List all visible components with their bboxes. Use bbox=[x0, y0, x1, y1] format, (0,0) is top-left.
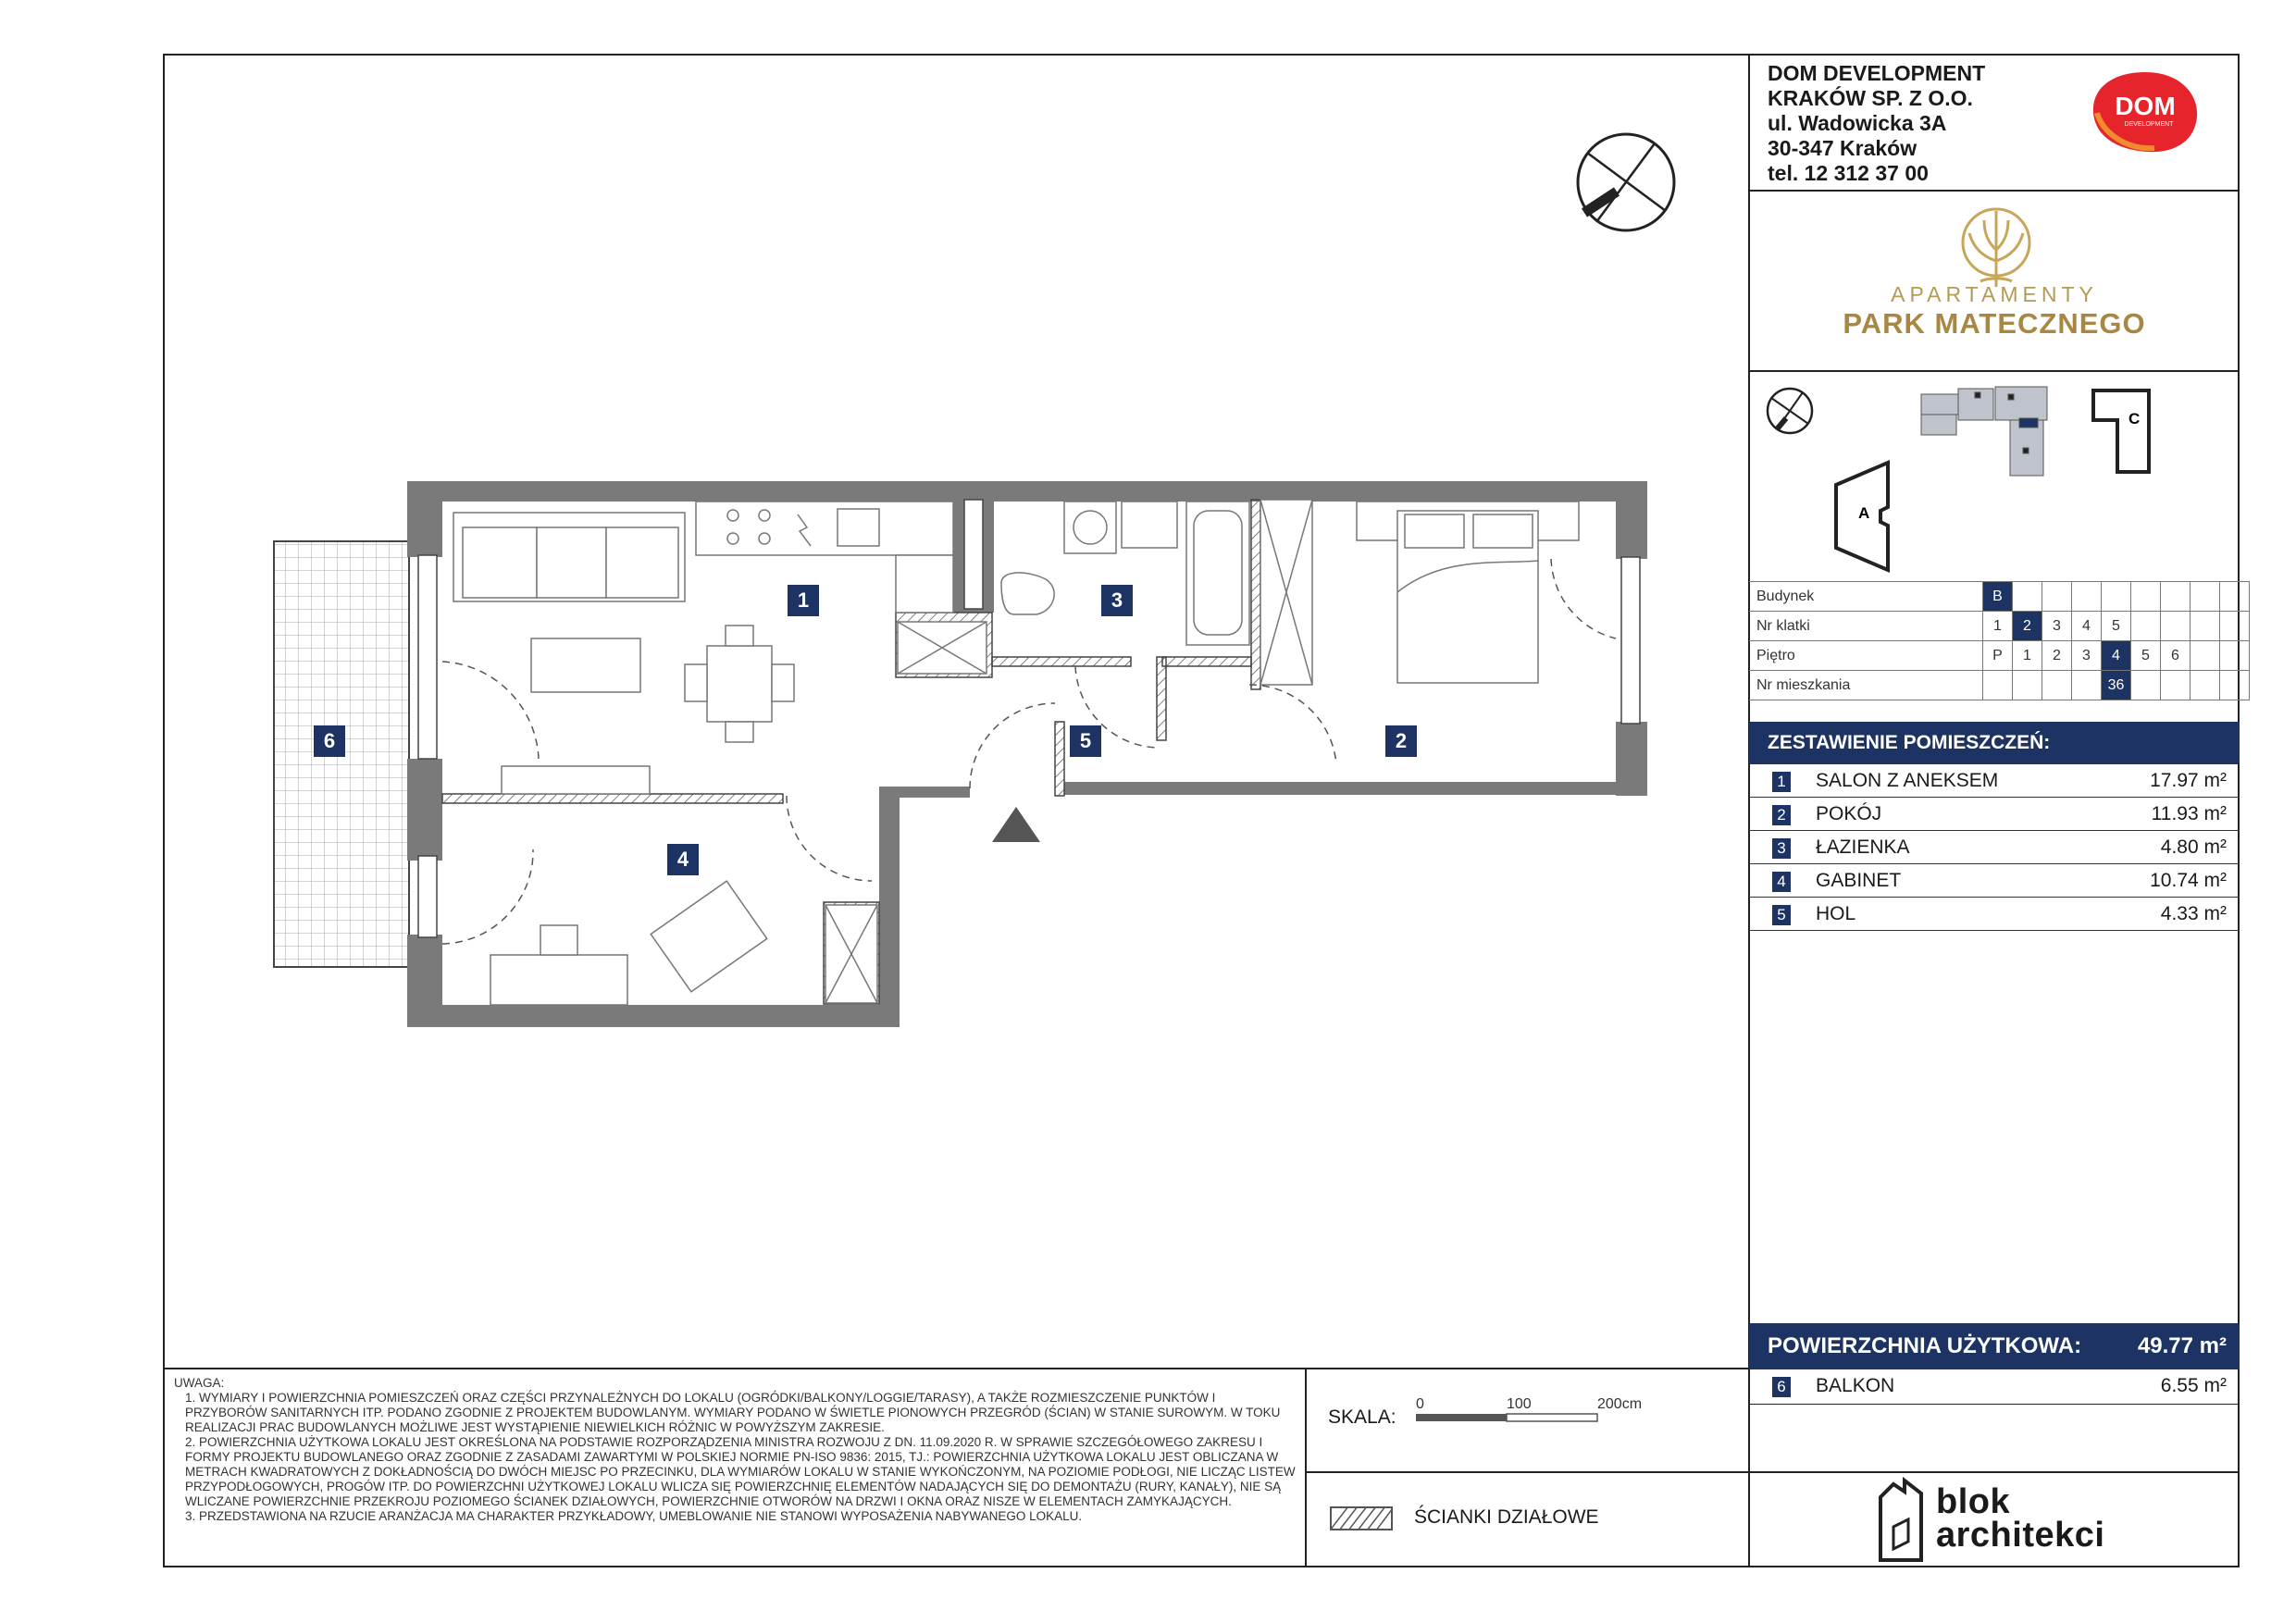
plan-label-5: 5 bbox=[1070, 725, 1101, 757]
row-klatka: Nr klatki 1 2 3 4 5 bbox=[1749, 612, 2250, 641]
project-subtitle: APARTAMENTY bbox=[1891, 282, 2098, 306]
company-city: 30-347 Kraków bbox=[1768, 136, 1917, 160]
scale-bar bbox=[1407, 1394, 1703, 1431]
scale-tick-0: 0 bbox=[1416, 1396, 1424, 1412]
keyplan-compass-icon bbox=[1768, 389, 1812, 433]
row-budynek: Budynek B bbox=[1749, 582, 2250, 612]
keyplan-label-c: C bbox=[2128, 410, 2141, 427]
mieszkanie-label: Nr mieszkania bbox=[1749, 671, 1983, 700]
note-1: 1. WYMIARY I POWIERZCHNIA POMIESZCZEŃ ORAZ CZĘŚCI PRZYNALEŻNYCH DO LOKALU (OGRÓDKI/BALKONY/LOGGIE/TARASY), A TAKŻE ROZMIESZCZENIE PUNKTÓW I PRZYBORÓW SANITARNYCH ITP. PODANO ZGODNIE Z PROJEKTEM BUDOWLANYM. WYMIARY PODANO W ŚWIETLE PIONOWYCH PRZEGRÓD (ŚCIAN) W STANIE SUROWYM. W TOKU REALIZACJI PRAC BUDOWLANYCH MOŻLIWE JEST WYSTĄPIENIE NIEWIELKICH RÓŻNIC W POWYŻSZYM ZAKRESIE. bbox=[185, 1391, 1281, 1434]
pietro-label: Piętro bbox=[1749, 641, 1983, 671]
rooms-header: ZESTAWIENIE POMIESZCZEŃ: bbox=[1749, 722, 2240, 764]
row-mieszkanie bbox=[1749, 671, 2250, 700]
north-arrow-icon bbox=[1578, 134, 1674, 230]
total-area-bar bbox=[1749, 1323, 2240, 1369]
plan-label-6: 6 bbox=[314, 725, 345, 757]
site-thumbnail bbox=[1921, 387, 2047, 476]
room-row: 3 ŁAZIENKA 4.80 m² bbox=[1749, 831, 2240, 864]
plan-label-2: 2 bbox=[1385, 725, 1417, 757]
legend-label: ŚCIANKI DZIAŁOWE bbox=[1414, 1506, 1599, 1528]
company-info bbox=[1768, 61, 1985, 186]
blok-architekci-text: blok architekci bbox=[1936, 1482, 2105, 1555]
plan-label-1: 1 bbox=[788, 585, 819, 616]
dom-logo-subtext: DEVELOPMENT bbox=[2124, 121, 2174, 128]
hatch-legend-icon bbox=[1330, 1506, 1393, 1530]
coffee-table bbox=[531, 638, 640, 692]
note-3: 3. PRZEDSTAWIONA NA RZUCIE ARANŻACJA MA CHARAKTER PRZYKŁADOWY, UMEBLOWANIE NIE STANOWI WYPOSAŻENIA NABYWANEGO LOKALU. bbox=[185, 1509, 1083, 1523]
scale-tick-100: 100 bbox=[1507, 1396, 1532, 1412]
scale-label: SKALA: bbox=[1328, 1406, 1396, 1428]
keyplan bbox=[1749, 370, 2240, 581]
company-phone: tel. 12 312 37 00 bbox=[1768, 161, 1929, 185]
plan-label-3: 3 bbox=[1101, 585, 1133, 616]
budynek-label: Budynek bbox=[1749, 582, 1983, 612]
company-name: DOM DEVELOPMENT bbox=[1768, 61, 1986, 85]
room-row: 1 SALON Z ANEKSEM 17.97 m² bbox=[1749, 764, 2240, 798]
scale-tick-200: 200cm bbox=[1597, 1396, 1643, 1412]
keyplan-label-a: A bbox=[1858, 504, 1870, 522]
room-row: 2 POKÓJ 11.93 m² bbox=[1749, 798, 2240, 831]
dom-logo-text: DOM bbox=[2115, 92, 2176, 120]
note-2: 2. POWIERZCHNIA UŻYTKOWA LOKALU JEST OKREŚLONA NA PODSTAWIE ROZPORZĄDZENIA MINISTRA ROZWOJU Z DN. 11.09.2020 R. W SPRAWIE SZCZEGÓŁOWEGO ZAKRESU I FORMY PROJEKTU BUDOWLANEGO ORAZ ZGODNIE Z ZASADAMI ZAWARTYMI W POLSKIEJ NORMIE PN-ISO 9836: 2015, TJ.: POWIERZCHNIA UŻYTKOWA LOKALU JEST OBLICZANA W METRACH KWADRATOWYCH Z DOKŁADNOŚCIĄ DO DWÓCH MIEJSC PO PRZECINKU, DLA WYMIARÓW LOKALU W STANIE WYKOŃCZONYM, NA POZIOMIE PODŁOGI, NIE LICZĄC LISTEW PRZYPODŁOGOWYCH, PROGÓW ITP. DO POWIERZCHNI UŻYTKOWEJ LOKALU WLICZA SIĘ POWIERZCHNIĘ ELEMENTÓW NADAJĄCYCH SIĘ DO DEMONTAŻU (RURY, KANAŁY), NIE SĄ WLICZANE POWIERZCHNIE PRZEKROJU POZIOMEGO ŚCIANEK DZIAŁOWYCH, POWIERZCHNIE OTWORÓW NA DRZWI I OKNA ORAZ NISZE W ELEMENTACH ZAMYKAJĄCYCH. bbox=[185, 1435, 1296, 1508]
entrance-triangle-icon bbox=[992, 807, 1040, 842]
sofa bbox=[453, 513, 685, 601]
plan-label-4: 4 bbox=[667, 844, 699, 875]
bed bbox=[1357, 502, 1579, 683]
unit-info-table bbox=[1749, 581, 2250, 700]
dom-development-logo bbox=[2090, 68, 2201, 155]
kitchen-counter bbox=[696, 502, 953, 613]
dining-table bbox=[685, 626, 794, 742]
building-c-outline bbox=[2093, 390, 2149, 472]
balcony-row: 6 BALKON 6.55 m² bbox=[1749, 1369, 2240, 1403]
company-name-2: KRAKÓW SP. Z O.O. bbox=[1768, 86, 1973, 110]
office-furniture bbox=[490, 881, 767, 1005]
blok-architekci-logo-icon bbox=[1877, 1477, 1929, 1562]
scale-divider bbox=[1305, 1368, 1307, 1567]
company-street: ul. Wadowicka 3A bbox=[1768, 111, 1947, 135]
scale-legend-divider bbox=[1305, 1471, 2240, 1473]
project-title: PARK MATECZNEGO bbox=[1843, 307, 2146, 340]
notes-divider bbox=[163, 1368, 1749, 1369]
total-bottom bbox=[1748, 1404, 2240, 1405]
unit-number: 36 bbox=[2102, 671, 2131, 700]
klatka-label: Nr klatki bbox=[1749, 612, 1983, 641]
room-row: 5 HOL 4.33 m² bbox=[1749, 898, 2240, 931]
project-logo bbox=[1749, 190, 2240, 341]
room-row: 4 GABINET 10.74 m² bbox=[1749, 864, 2240, 898]
notes-title: UWAGA: bbox=[174, 1376, 225, 1390]
tv-stand bbox=[502, 766, 650, 794]
total-label: POWIERZCHNIA UŻYTKOWA: bbox=[1768, 1333, 2082, 1358]
notes bbox=[174, 1376, 1298, 1524]
wardrobes bbox=[825, 622, 987, 1003]
total-value: 49.77 m² bbox=[2137, 1333, 2227, 1358]
row-pietro: Piętro P 1 2 3 4 5 6 bbox=[1749, 641, 2250, 671]
